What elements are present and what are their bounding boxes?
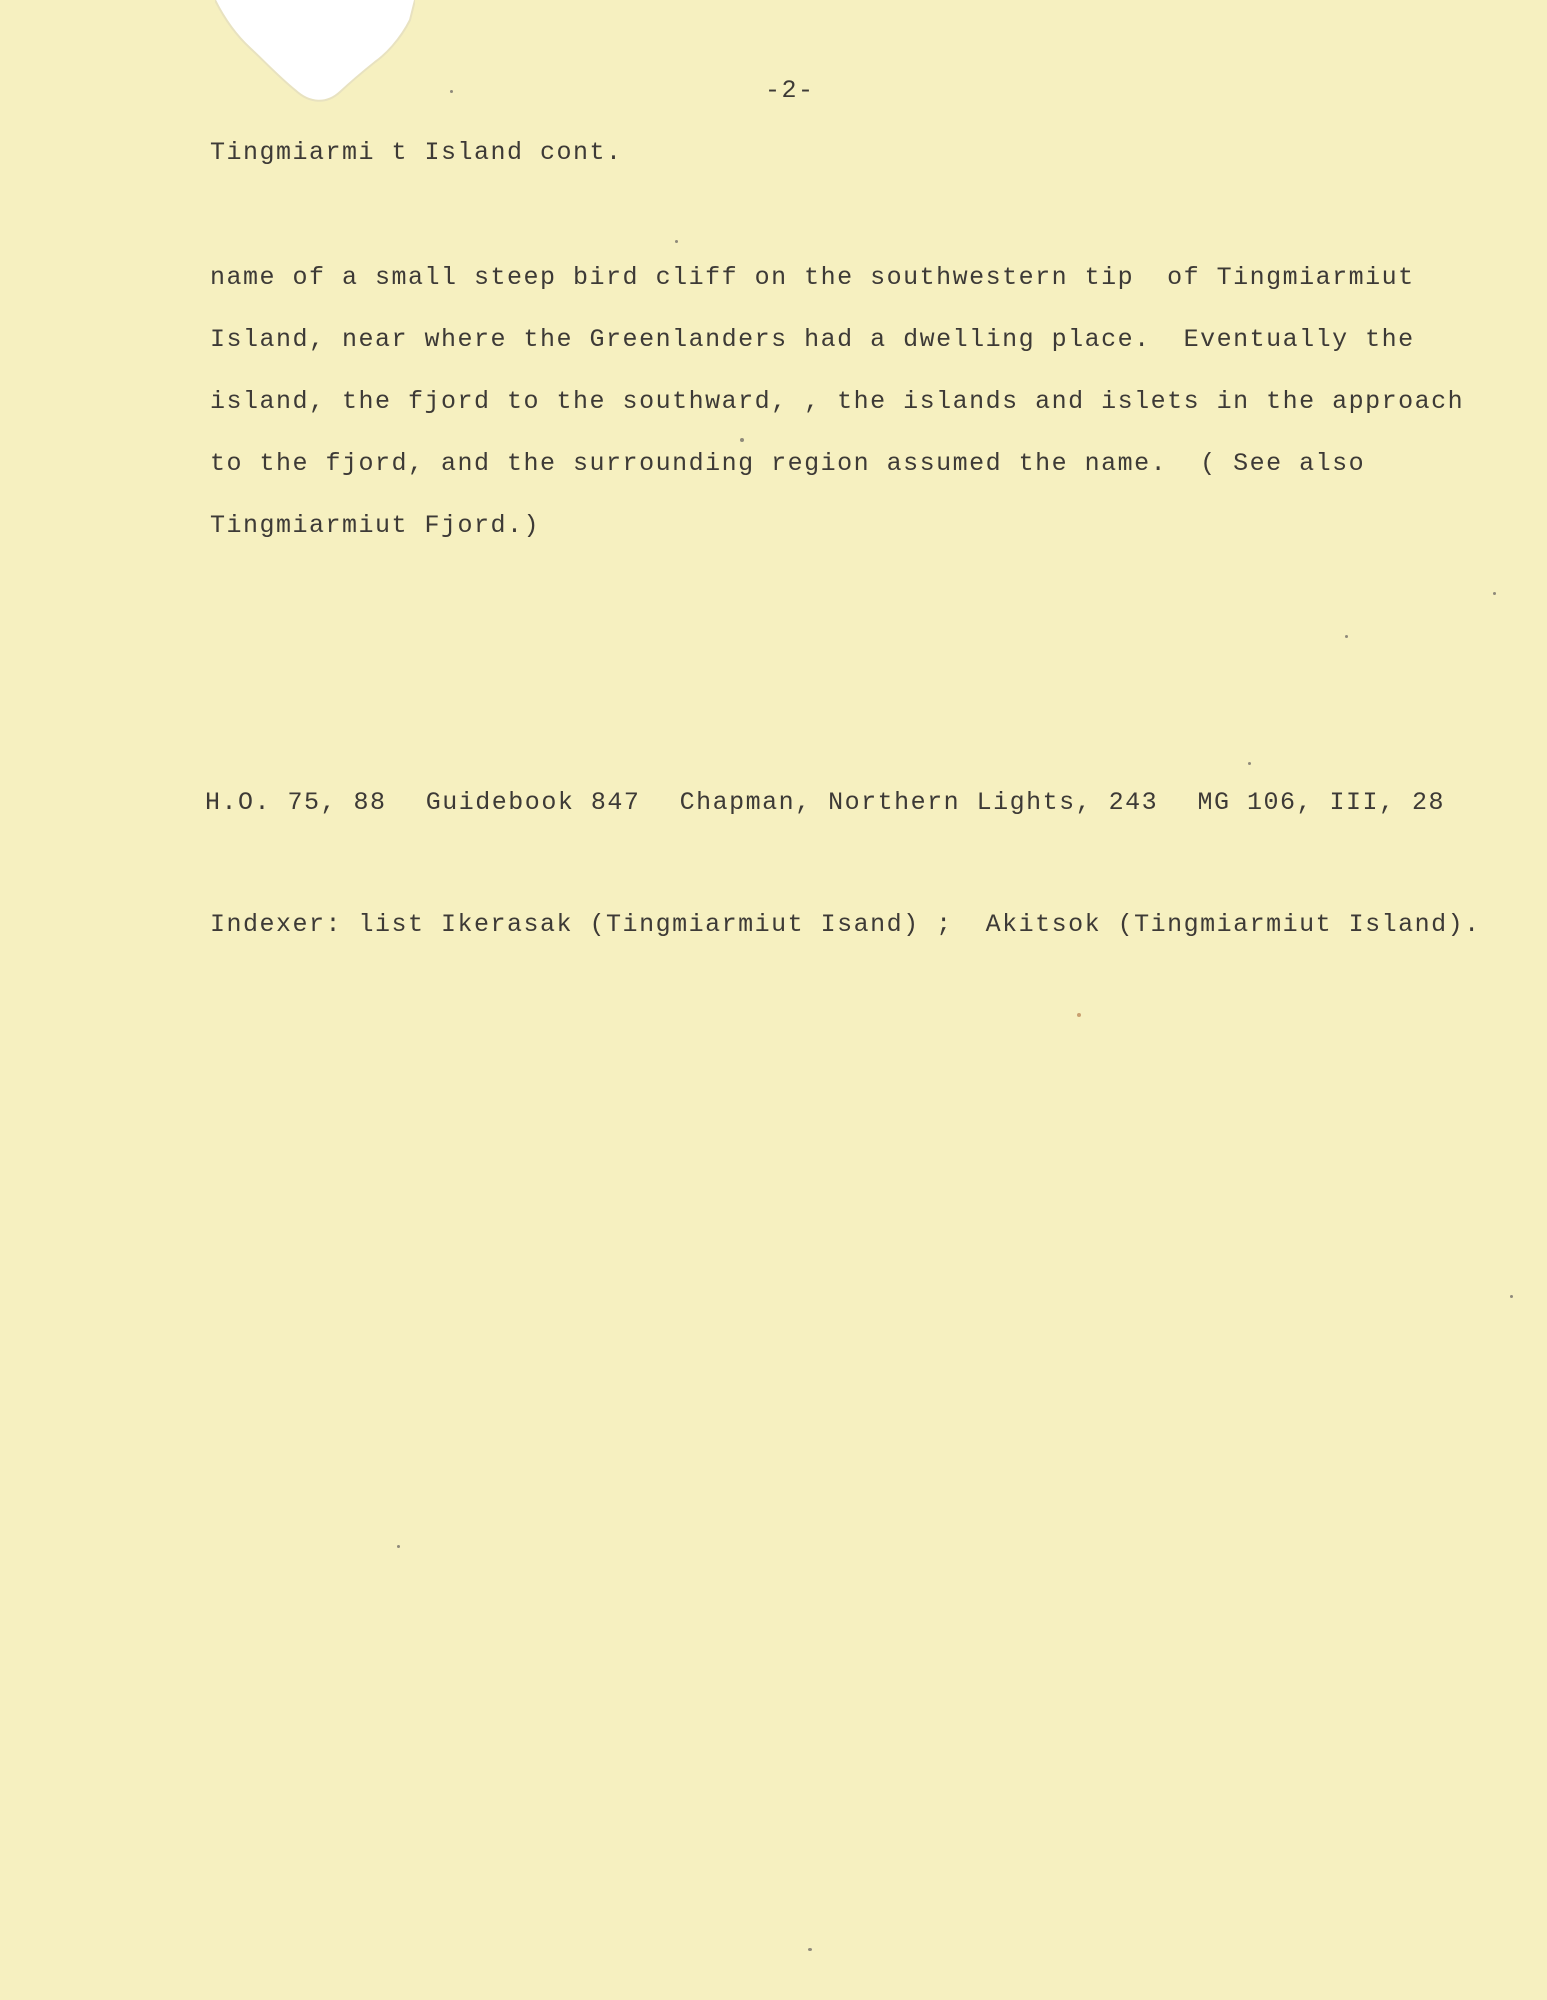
entry-heading: Tingmiarmi t Island cont.	[210, 138, 623, 167]
torn-corner	[215, 0, 415, 110]
indexer-note: Indexer: list Ikerasak (Tingmiarmiut Isand) ; Akitsok (Tingmiarmiut Island).	[210, 910, 1481, 939]
paragraph-line: Tingmiarmiut Fjord.)	[210, 511, 541, 540]
paper-speck	[397, 1545, 400, 1548]
citation: Chapman, Northern Lights, 243	[679, 788, 1159, 817]
paper-speck	[450, 90, 453, 93]
paragraph-line: name of a small steep bird cliff on the southwestern tip of Tingmiarmiut	[210, 263, 1415, 292]
paragraph-line: to the fjord, and the surrounding region assumed the name. ( See also	[210, 449, 1366, 478]
paper-speck	[675, 240, 678, 243]
citation: MG 106, III, 28	[1197, 788, 1445, 817]
paper-speck	[1077, 1013, 1081, 1017]
paper-speck	[1510, 1295, 1513, 1298]
paper-speck	[1345, 635, 1348, 638]
citation: Guidebook 847	[425, 788, 641, 817]
paper-speck	[740, 438, 744, 442]
paragraph-line: Island, near where the Greenlanders had a dwelling place. Eventually the	[210, 325, 1415, 354]
citation: H.O. 75, 88	[205, 788, 387, 817]
paragraph-line: island, the fjord to the southward, , the islands and islets in the approach	[210, 387, 1465, 416]
page-number: -2-	[765, 76, 815, 105]
paper-speck	[1248, 762, 1251, 765]
paper-speck	[1493, 592, 1496, 595]
citations-line	[205, 790, 1445, 815]
paper-speck	[808, 1948, 812, 1951]
